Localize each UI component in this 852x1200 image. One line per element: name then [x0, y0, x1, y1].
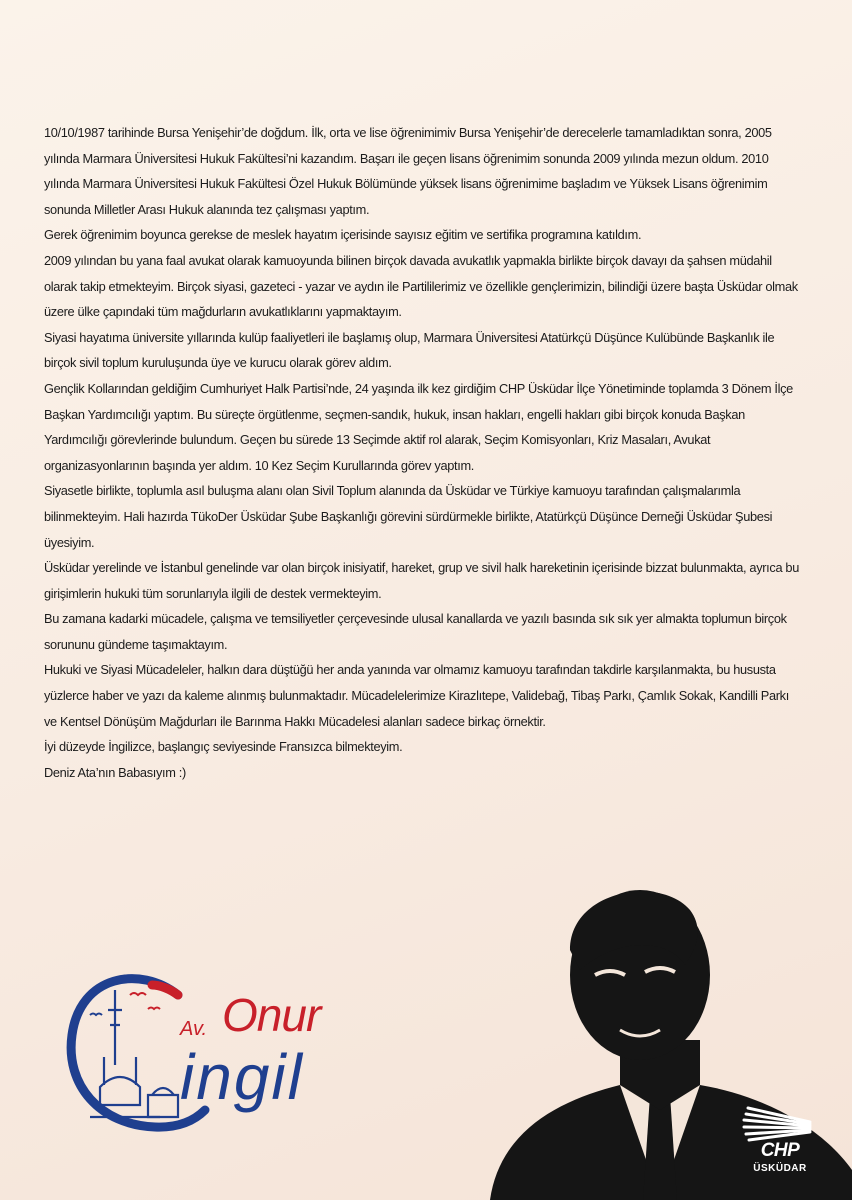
- seagull-icons: [130, 993, 160, 1009]
- bio-paragraph-media: Bu zamana kadarki mücadele, çalışma ve temsiliyetler çerçevesinde ulusal kanallarda ve yazılı basında sık sık yer almakta toplumun birçok sorununu gündeme taşımaktayım.: [44, 611, 787, 652]
- bio-paragraph-initiatives: Üsküdar yerelinde ve İstanbul genelinde var olan birçok inisiyatif, hareket, grup ve sivil halk hareketinin içerisinde bizzat bulunmakta, ayrıca bu girişimlerin hukuki tüm sorunlarıyla ilgili de destek vermekteyim.: [44, 560, 799, 601]
- bio-paragraph-party-roles: Gençlik Kollarından geldiğim Cumhuriyet Halk Partisi’nde, 24 yaşında ilk kez girdiğim CHP Üsküdar İlçe Yönetiminde toplamda 3 Dönem İlçe Başkan Yardımcılığı yaptım. Bu süreçte örgütlenme, seçmen-sandık, hukuk, insan hakları, engelli hakları gibi birçok konuda Başkan Yardımcılığı görevlerinde bulundum. Geçen bu sürede 13 Seçimde aktif rol alarak, Seçim Komisyonları, Kriz Masaları, Avukat organizasyonlarının başında yer aldım. 10 Kez Seçim Kurullarında görev yaptım.: [44, 380, 793, 473]
- bio-paragraph-struggles: Hukuki ve Siyasi Mücadeleler, halkın dara düştüğü her anda yanında var olmamız kamuoyu tarafından takdirle karşılanmakta, bu hususta yüzlerce haber ve yazı da kaleme alınmış bulunmaktadır. Mücadelelerimize Kirazlıtepe, Validebağ, Tibaş Parkı, Çamlık Sokak, Kandilli Parkı ve Kentsel Dönüşüm Mağdurları ile Barınma Hakkı Mücadelesi alanları sadece birkaç örnektir.: [44, 662, 789, 729]
- bio-paragraph-university-politics: Siyasi hayatıma üniversite yıllarında kulüp faaliyetleri ile başlamış olup, Marmara Üniversitesi Atatürkçü Düşünce Kulübünde Başkanlık ile birçok sivil toplum kuruluşunda üye ve kurucu olarak görev aldım.: [44, 329, 775, 371]
- bio-paragraph-civil-society: Siyasetle birlikte, toplumla asıl buluşma alanı olan Sivil Toplum alanında da Üsküdar ve Türkiye kamuoyu tarafından çalışmalarımla bilinmekteyim. Hali hazırda TükoDer Üsküdar Şube Başkanlığı görevini sürdürmekle birlikte, Atatürkçü Düşünce Derneği Üsküdar Şubesi üyesiyim.: [44, 483, 773, 550]
- bio-paragraph-birth-education: 10/10/1987 tarihinde Bursa Yenişehir’de doğdum. İlk, orta ve lise öğrenimimiv Bursa Yenişehir’de derecelerle tamamladıktan sonra, 2005 yılında Marmara Üniversitesi Hukuk Fakültesi’ni kazandım. Başarı ile geçen lisans öğrenimim sonunda 2009 yılında mezun oldum. 2010 yılında Marmara Üniversitesi Hukuk Fakültesi Özel Hukuk Bölümünde yüksek lisans öğrenimime başladım ve Yüksek Lisans öğrenimim sonunda Milletler Arası Hukuk alanında tez çalışması yaptım.: [44, 125, 772, 217]
- logo-firstname: Onur: [222, 989, 321, 1041]
- logo-surname: ingil: [180, 1041, 304, 1113]
- bio-paragraph-law-practice: 2009 yılından bu yana faal avukat olarak kamuoyunda bilinen birçok davada avukatlık yapmakla birlikte birçok davayı da şahsen müdahil olarak takip etmekteyim. Birçok siyasi, gazeteci - yazar ve aydın ile Partililerimiz ve özellikle gençlerimizin, bilindiği üzere başta Üsküdar olmak üzere ülke çapındaki tüm mağdurların avukatlıklarını yapmaktayım.: [44, 252, 798, 320]
- party-branch: ÜSKÜDAR: [753, 1163, 807, 1174]
- party-name: CHP: [760, 1140, 800, 1161]
- bio-paragraph-family: Deniz Ata’nın Babasıyım :): [44, 764, 186, 780]
- logo-title-prefix: Av.: [180, 1018, 208, 1040]
- bio-paragraph-languages: İyi düzeyde İngilizce, başlangıç seviyesinde Fransızca bilmekteyim.: [44, 739, 403, 755]
- biography-text: [44, 120, 801, 785]
- bio-paragraph-training: Gerek öğrenimim boyunca gerekse de meslek hayatım içerisinde sayısız eğitim ve sertifika programına katıldım.: [44, 227, 642, 243]
- skyline-icon: [90, 990, 178, 1117]
